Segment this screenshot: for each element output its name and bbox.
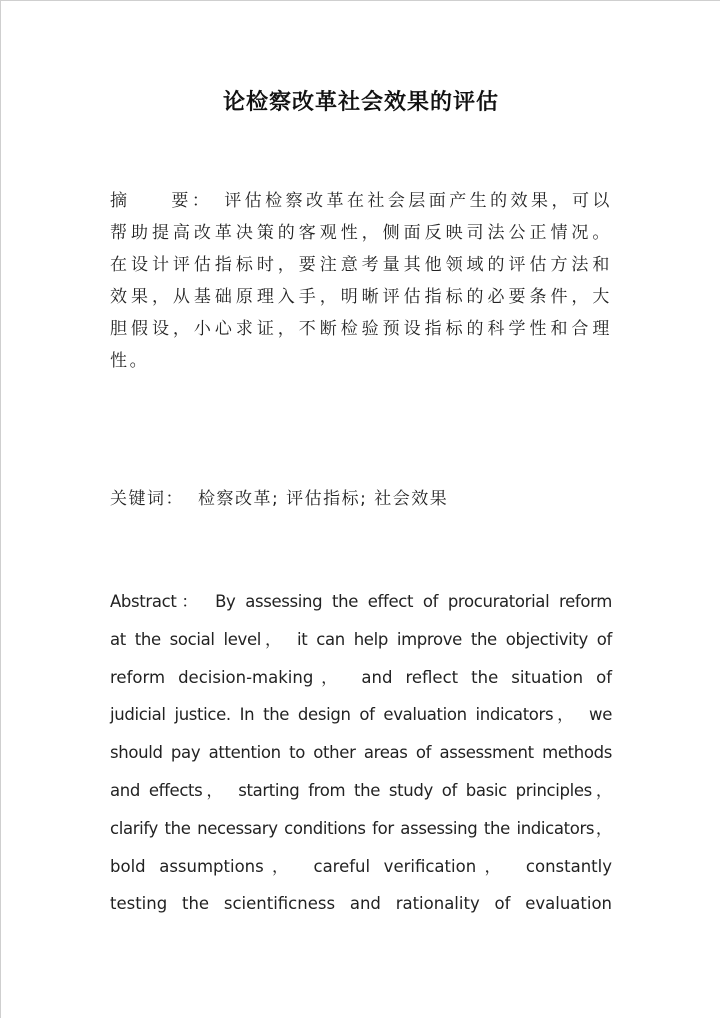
english-abstract-line: Abstract： By assessing the effect of procuratorial reform bbox=[110, 592, 612, 611]
english-abstract-line: judicial justice. In the design of evaluation indicators， we bbox=[110, 705, 612, 725]
keywords-text: 检察改革; 评估指标; 社会效果 bbox=[198, 489, 449, 509]
english-abstract bbox=[110, 583, 612, 923]
chinese-abstract-line: 胆假设，小心求证，不断检验预设指标的科学性和合理 bbox=[110, 319, 612, 339]
english-abstract-line: bold assumptions， careful verification， constantly bbox=[110, 856, 612, 876]
english-abstract-line: and effects， starting from the study of basic principles， bbox=[110, 780, 612, 800]
chinese-abstract-line: 效果，从基础原理入手，明晰评估指标的必要条件，大 bbox=[110, 287, 612, 307]
chinese-abstract bbox=[110, 185, 612, 377]
english-abstract-line: at the social level， it can help improve the objectivity of bbox=[110, 629, 612, 649]
chinese-abstract-line: 在设计评估指标时，要注意考量其他领域的评估方法和 bbox=[110, 255, 612, 275]
english-abstract-line: clarify the necessary conditions for assessing the indicators， bbox=[110, 818, 612, 838]
english-abstract-line: should pay attention to other areas of assessment methods bbox=[110, 743, 612, 763]
chinese-abstract-line: 摘 要： 评估检察改革在社会层面产生的效果，可以 bbox=[110, 191, 612, 211]
chinese-abstract-line: 性。 bbox=[110, 351, 150, 371]
keywords-label: 关键词： bbox=[110, 489, 184, 509]
english-abstract-line: testing the scientificness and rationality of evaluation bbox=[110, 894, 612, 914]
document-title: 论检察改革社会效果的评估 bbox=[222, 90, 499, 115]
keywords bbox=[110, 483, 612, 515]
english-abstract-line: reform decision-making， and reflect the situation of bbox=[110, 667, 612, 687]
chinese-abstract-line: 帮助提高改革决策的客观性，侧面反映司法公正情况。 bbox=[110, 223, 612, 243]
